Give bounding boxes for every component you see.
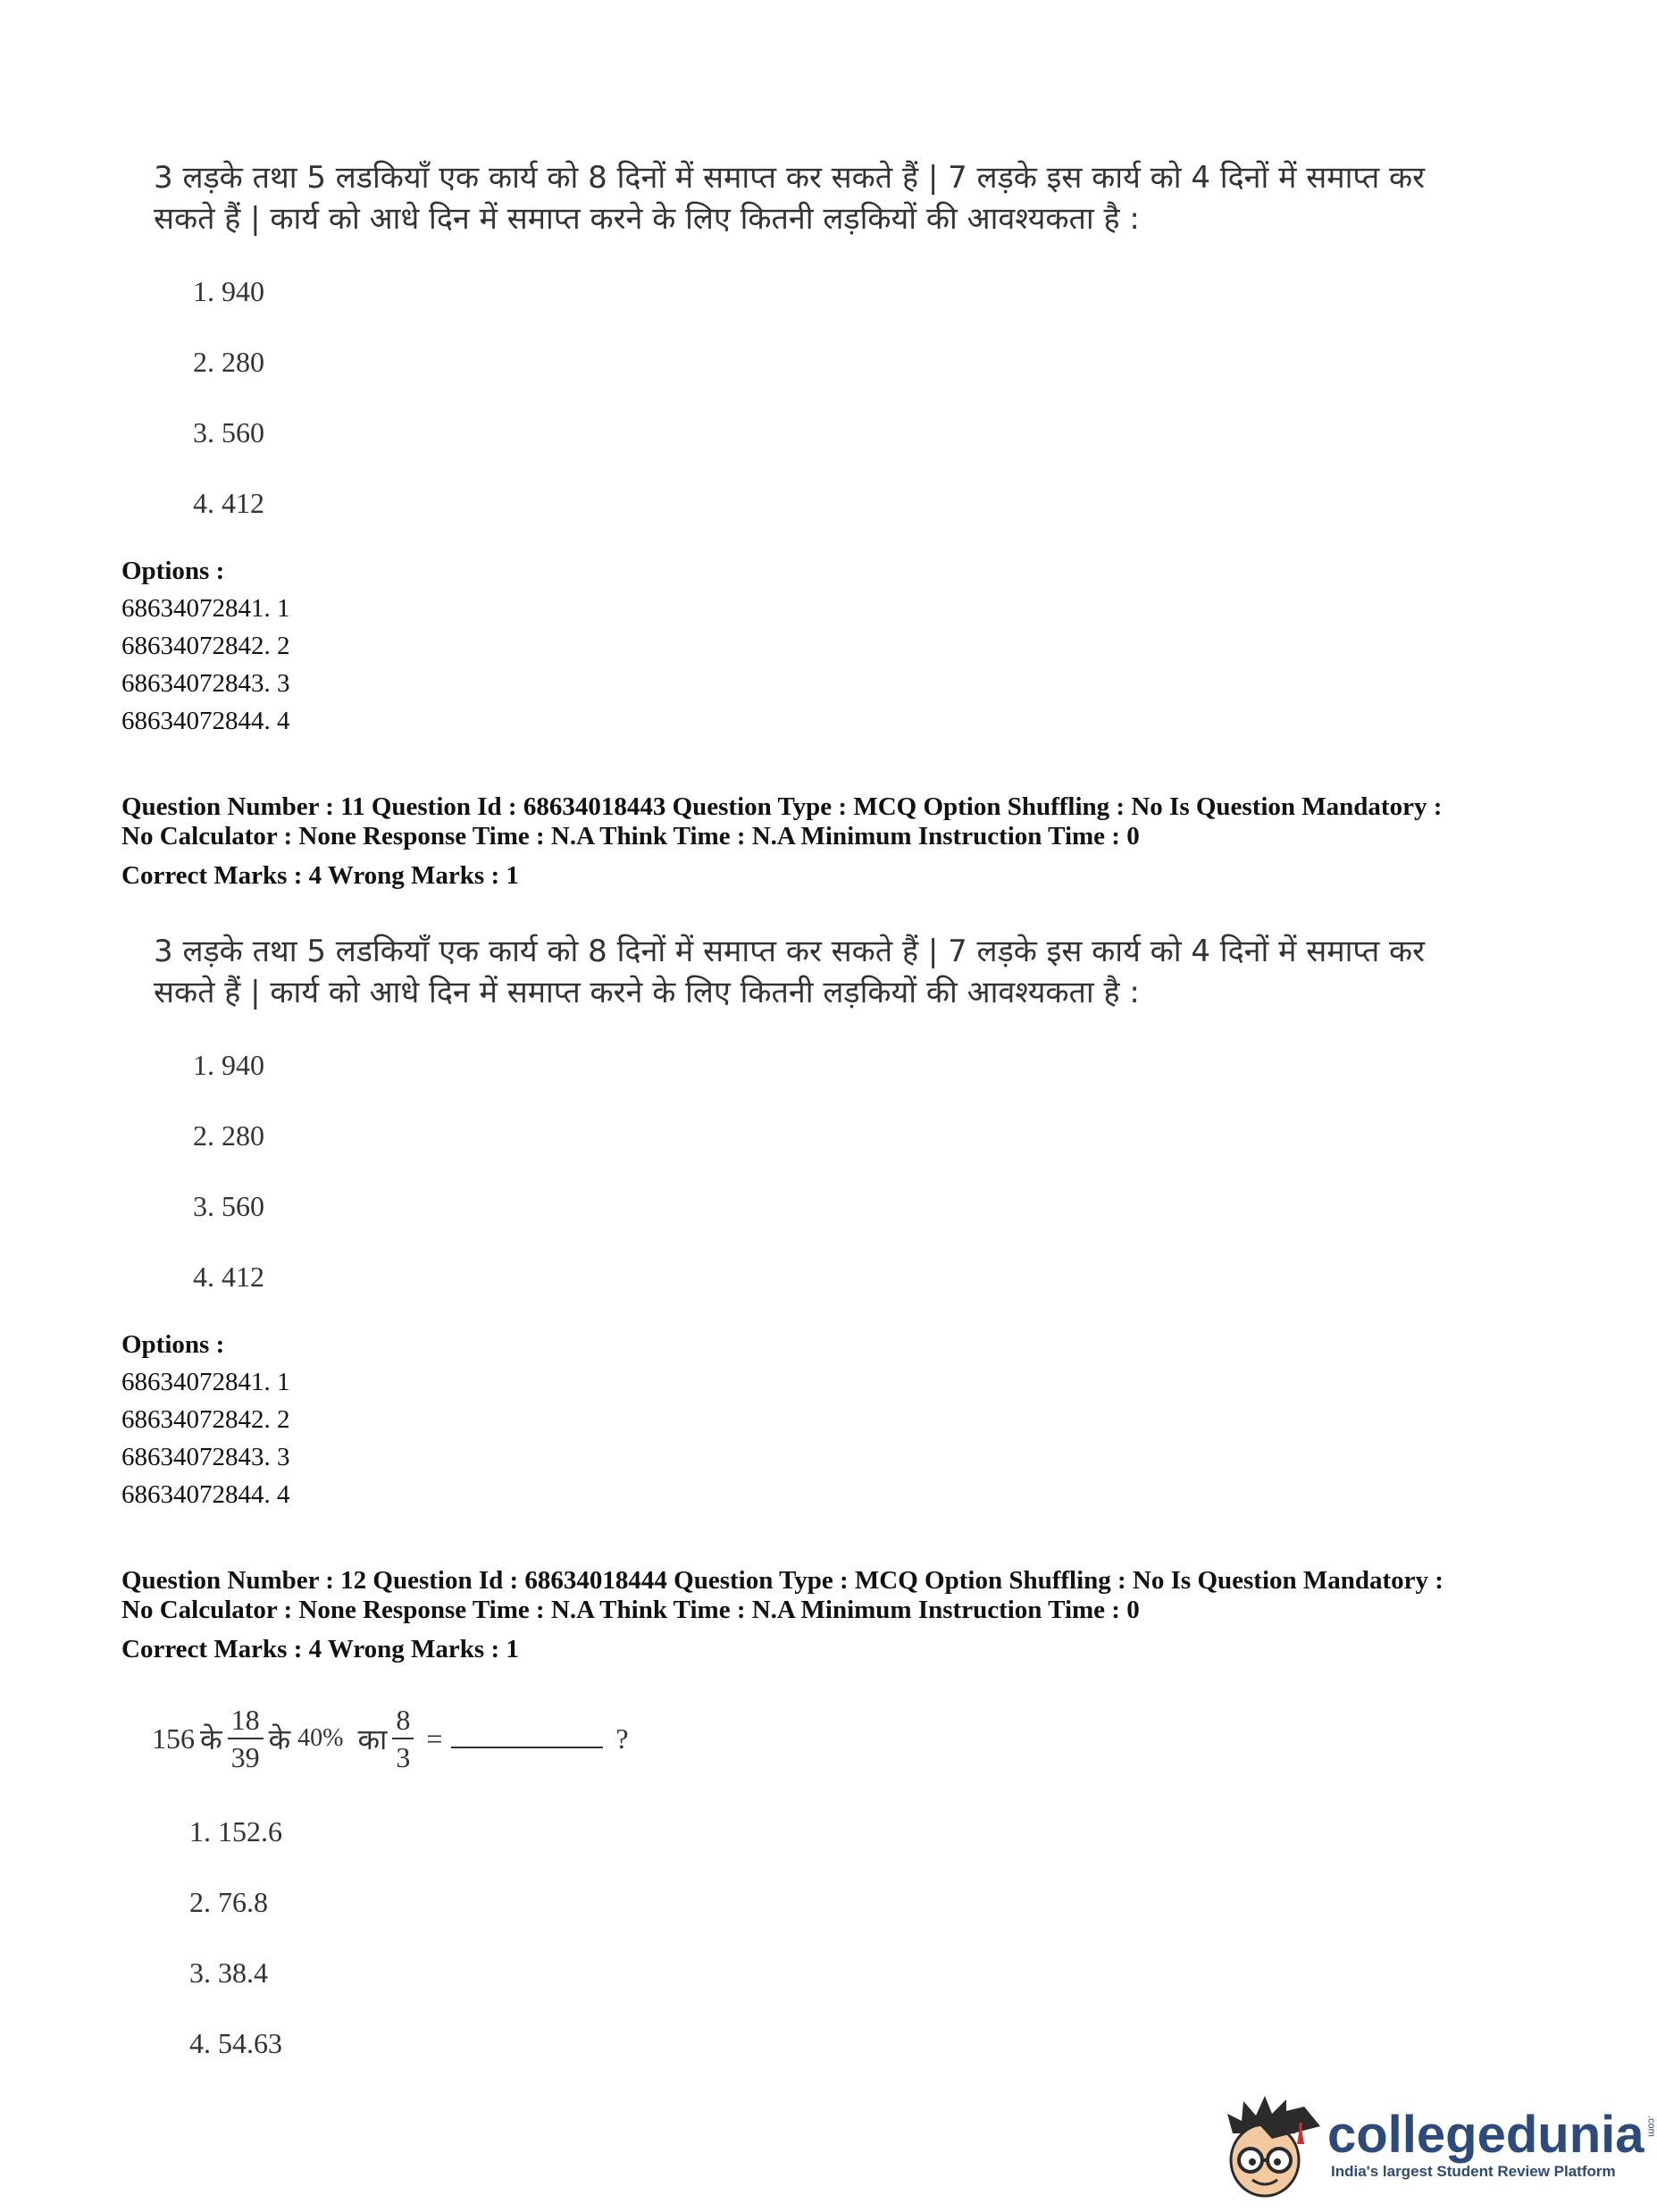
option-id-4: 68634072844. 4 <box>121 1480 290 1509</box>
math-expression <box>152 1702 629 1775</box>
options-header: Options : <box>121 1330 225 1359</box>
choice-2: 2. 280 <box>193 346 264 378</box>
option-id-3: 68634072843. 3 <box>121 1443 290 1471</box>
expr-ke-1: के <box>200 1722 222 1756</box>
option-id-1: 68634072841. 1 <box>121 1368 290 1396</box>
collegedunia-logo <box>1215 2087 1657 2203</box>
marks-12: Correct Marks : 4 Wrong Marks : 1 <box>121 1635 519 1663</box>
options-header: Options : <box>121 557 225 585</box>
meta-line-2: No Calculator : None Response Time : N.A Think Time : N.A Minimum Instruction Time : 0 <box>121 822 1140 850</box>
option-id-2: 68634072842. 2 <box>121 1405 290 1434</box>
fraction-denominator: 3 <box>396 1741 411 1773</box>
fraction-denominator: 39 <box>230 1741 260 1773</box>
choice-1: 1. 152.6 <box>189 1815 282 1848</box>
question-meta-12 <box>121 1566 1444 1625</box>
question-line-1: 3 लड़के तथा 5 लडकियाँ एक कार्य को 8 दिनों में समाप्त कर सकते हैं | 7 लड़के इस कार्य को 4 दिनों में समाप्त कर <box>154 160 1426 196</box>
mascot-icon <box>1215 2087 1322 2203</box>
option-id-3: 68634072843. 3 <box>121 669 290 698</box>
choice-3: 3. 38.4 <box>189 1956 268 1989</box>
marks-11: Correct Marks : 4 Wrong Marks : 1 <box>121 861 519 890</box>
fraction-numerator: 18 <box>228 1702 264 1739</box>
expr-ka: का <box>357 1722 388 1756</box>
fraction-numerator: 8 <box>392 1702 414 1739</box>
fraction-18-39 <box>228 1702 264 1775</box>
choice-3: 3. 560 <box>193 1190 264 1222</box>
option-id-4: 68634072844. 4 <box>121 707 290 735</box>
expr-lead: 156 <box>152 1722 195 1755</box>
meta-line-1: Question Number : 12 Question Id : 68634018444 Question Type : MCQ Option Shuffling : No Is Question Mandatory : <box>121 1566 1444 1595</box>
question-line-1: 3 लड़के तथा 5 लडकियाँ एक कार्य को 8 दिनों में समाप्त कर सकते हैं | 7 लड़के इस कार्य को 4 दिनों में समाप्त कर <box>154 934 1426 969</box>
choice-1: 1. 940 <box>193 275 264 307</box>
expr-ke-2: के <box>268 1722 291 1756</box>
choice-2: 2. 280 <box>193 1119 264 1152</box>
logo-name: collegedunia <box>1327 2106 1644 2164</box>
expr-question-mark: ? <box>615 1722 629 1755</box>
options-list-block1 <box>121 552 290 740</box>
logo-tagline: India's largest Student Review Platform <box>1331 2163 1616 2180</box>
choice-4: 4. 412 <box>193 487 264 519</box>
question-line-2: सकते हैं | कार्य को आधे दिन में समाप्त करने के लिए कितनी लड़कियों की आवश्यकता है : <box>154 975 1140 1010</box>
expr-equals: = <box>426 1722 443 1755</box>
choice-3: 3. 560 <box>193 416 264 448</box>
fraction-8-3 <box>392 1702 414 1775</box>
option-id-2: 68634072842. 2 <box>121 632 290 660</box>
option-id-1: 68634072841. 1 <box>121 594 290 623</box>
choice-4: 4. 54.63 <box>189 2027 282 2059</box>
choice-4: 4. 412 <box>193 1261 264 1293</box>
meta-line-2: No Calculator : None Response Time : N.A Think Time : N.A Minimum Instruction Time : 0 <box>121 1596 1140 1624</box>
logo-com: .com <box>1645 2116 1657 2137</box>
choice-1: 1. 940 <box>193 1049 264 1081</box>
logo-text <box>1327 2108 1657 2182</box>
options-list-11 <box>121 1326 290 1513</box>
question-text-block1 <box>154 157 1425 239</box>
question-line-2: सकते हैं | कार्य को आधे दिन में समाप्त करने के लिए कितनी लड़कियों की आवश्यकता है : <box>154 201 1140 237</box>
expr-percent: 40% <box>297 1724 344 1752</box>
choice-2: 2. 76.8 <box>189 1886 268 1918</box>
answer-blank <box>451 1747 603 1748</box>
question-text-11 <box>154 931 1425 1013</box>
question-meta-11 <box>121 792 1442 851</box>
meta-line-1: Question Number : 11 Question Id : 68634018443 Question Type : MCQ Option Shuffling : No Is Question Mandatory : <box>121 792 1443 821</box>
